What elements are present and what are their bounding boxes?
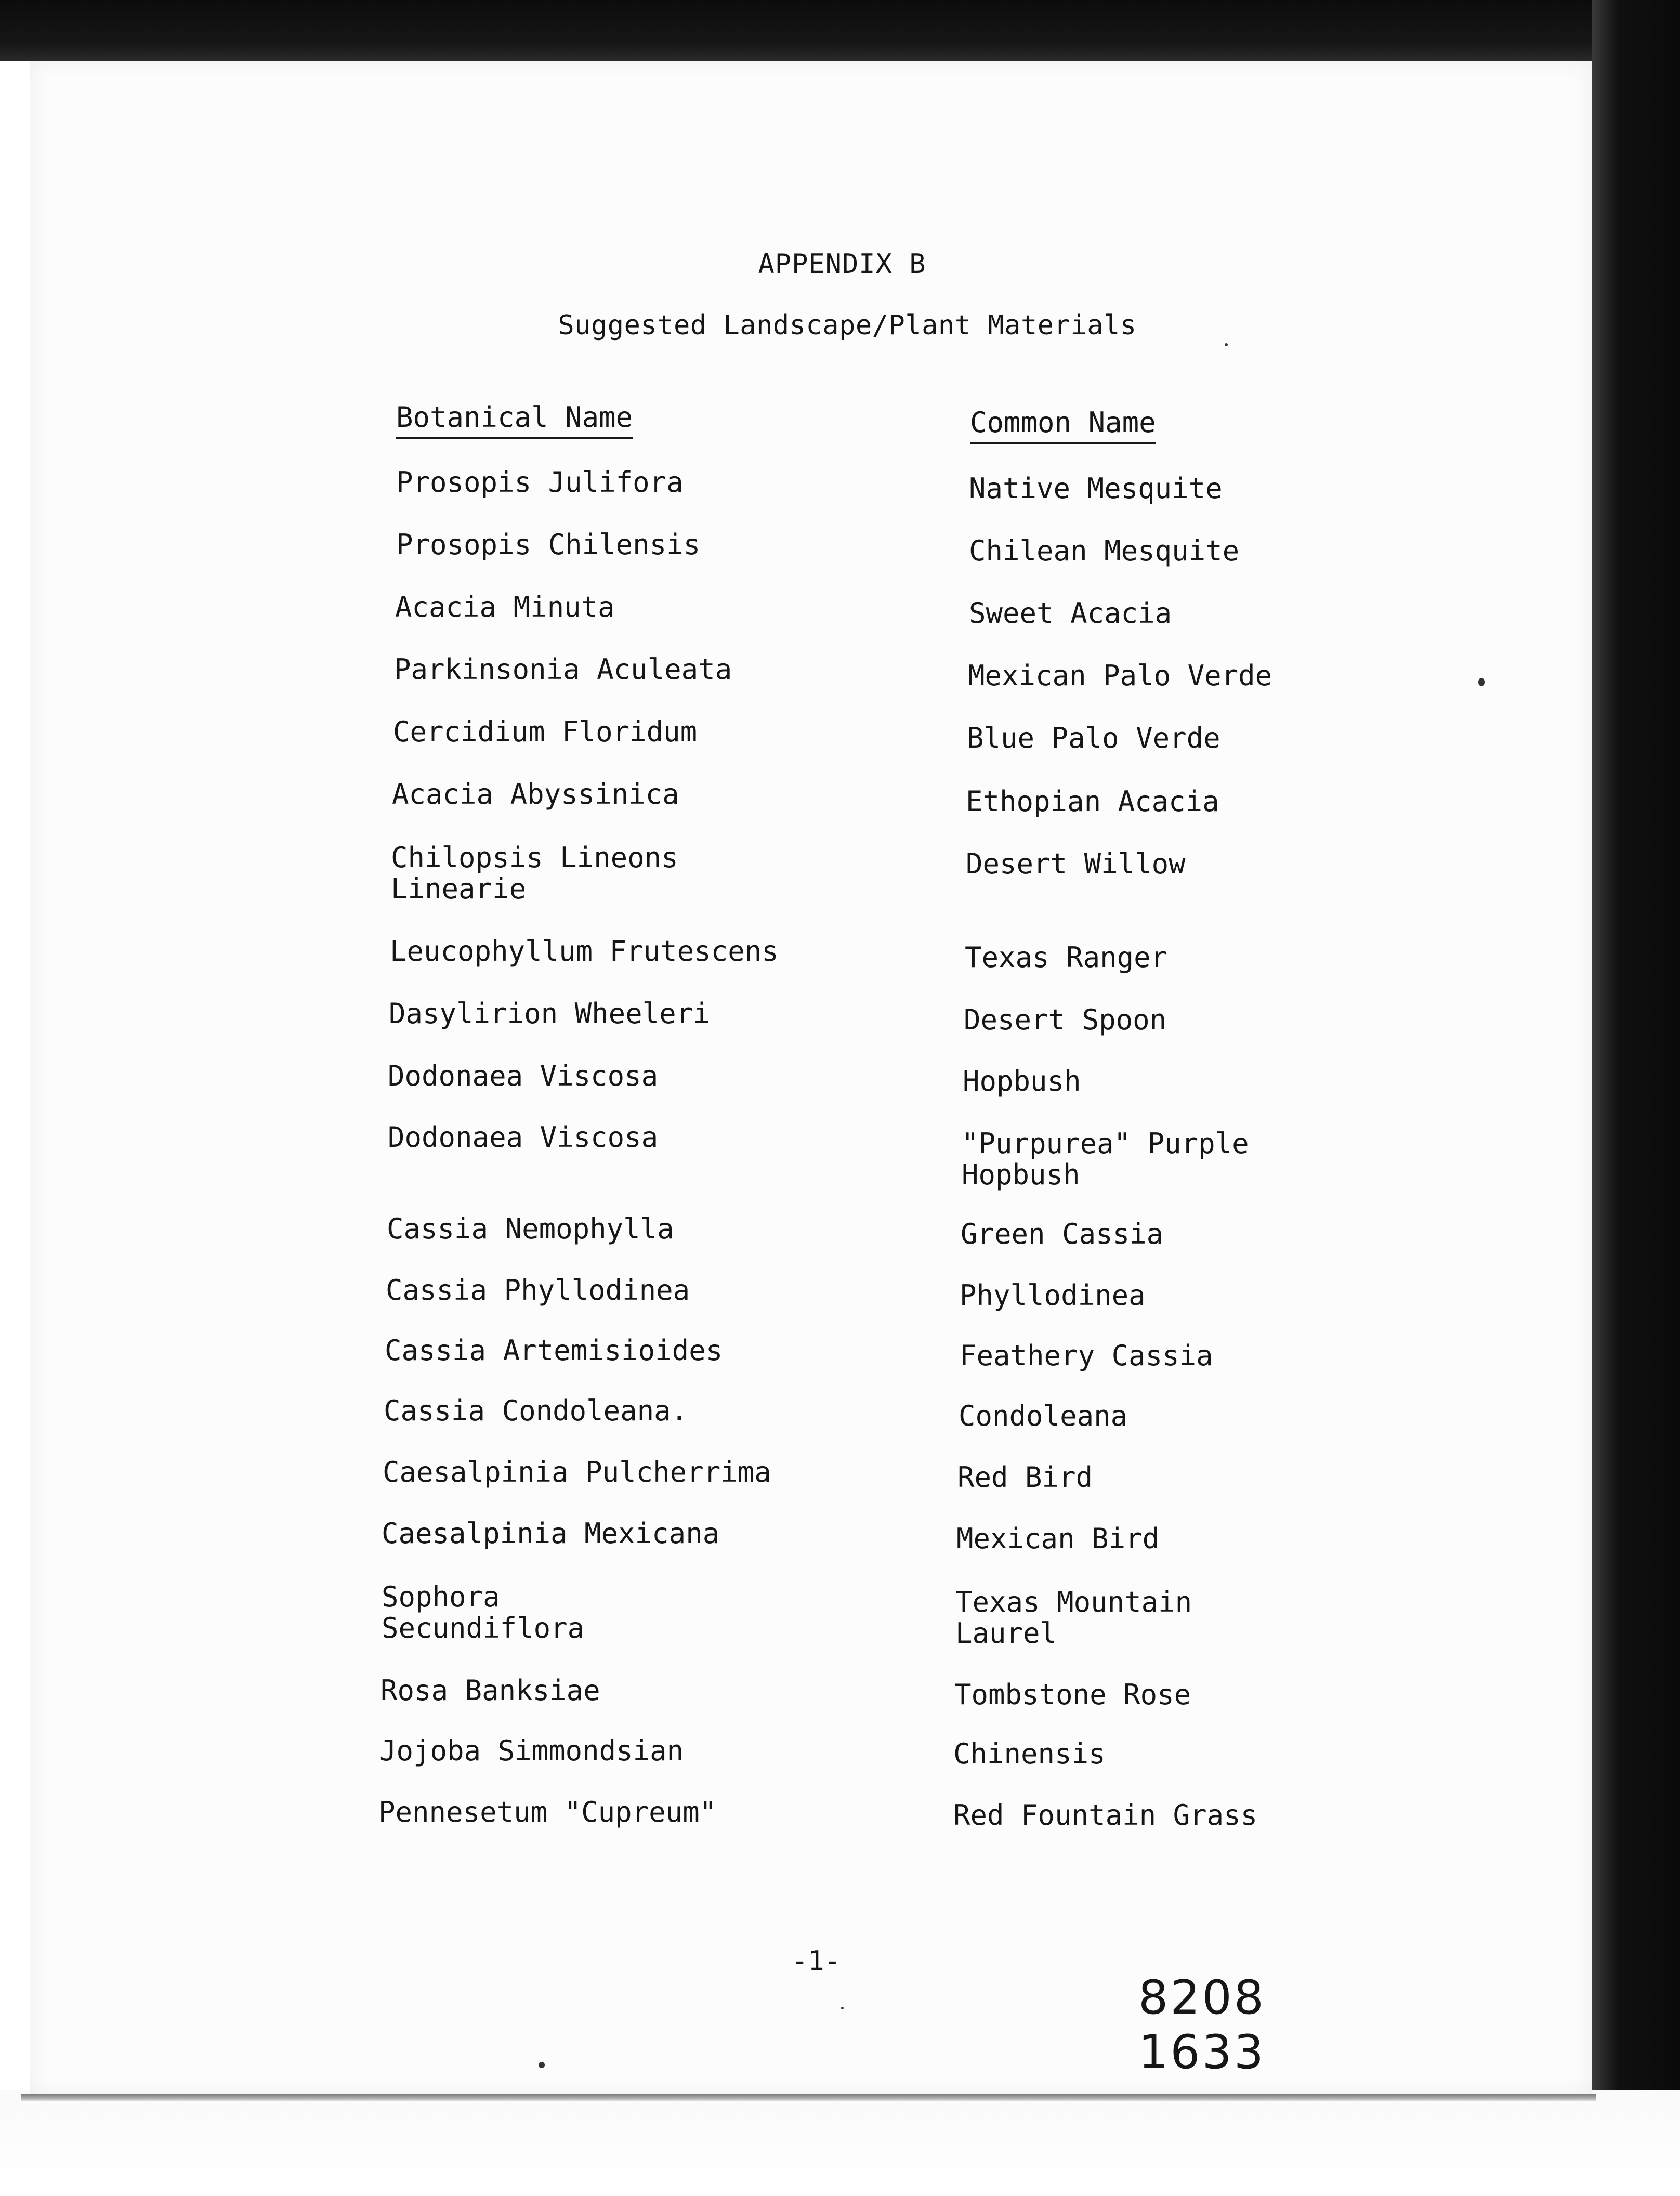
botanical-name: Acacia Minuta bbox=[395, 591, 615, 623]
common-name: Chilean Mesquite bbox=[969, 534, 1240, 567]
botanical-name: Sophora Secundiflora bbox=[382, 1580, 585, 1644]
botanical-name: Cassia Phyllodinea bbox=[386, 1274, 690, 1306]
botanical-name: Caesalpinia Pulcherrima bbox=[383, 1456, 771, 1488]
common-name: Tombstone Rose bbox=[954, 1678, 1191, 1711]
common-name: Red Bird bbox=[957, 1461, 1093, 1494]
common-name: Feathery Cassia bbox=[960, 1339, 1213, 1372]
botanical-name: Cassia Nemophylla bbox=[387, 1212, 674, 1245]
common-name: Mexican Bird bbox=[956, 1522, 1160, 1555]
common-name: Mexican Palo Verde bbox=[968, 659, 1272, 692]
botanical-name: Rosa Banksiae bbox=[380, 1674, 600, 1707]
botanical-name: Jojoba Simmondsian bbox=[379, 1734, 684, 1767]
botanical-name: Dodonaea Viscosa bbox=[388, 1060, 659, 1092]
botanical-name: Prosopis Chilensis bbox=[396, 528, 701, 561]
botanical-name: Cercidium Floridum bbox=[393, 715, 698, 748]
botanical-name: Leucophyllum Frutescens bbox=[390, 935, 779, 968]
document-id-stamp: 8208 1633 bbox=[1138, 1970, 1266, 2080]
botanical-name: Chilopsis Lineons Linearie bbox=[391, 841, 678, 905]
scan-speck bbox=[1478, 678, 1485, 686]
common-name: Chinensis bbox=[953, 1737, 1106, 1770]
botanical-name: Dasylirion Wheeleri bbox=[389, 997, 710, 1030]
page-bottom-edge bbox=[21, 2094, 1596, 2101]
common-name: Texas Mountain Laurel bbox=[955, 1586, 1192, 1650]
common-name: Hopbush bbox=[963, 1065, 1081, 1097]
common-name: Ethopian Acacia bbox=[966, 785, 1219, 818]
common-name: Texas Ranger bbox=[965, 941, 1168, 974]
botanical-name-header: Botanical Name bbox=[396, 401, 633, 439]
document-subtitle: Suggested Landscape/Plant Materials bbox=[558, 310, 1137, 341]
common-name: Sweet Acacia bbox=[969, 597, 1172, 630]
common-name: Condoleana bbox=[959, 1400, 1128, 1432]
page-number: -1- bbox=[792, 1945, 841, 1977]
botanical-name: Prosopis Julifora bbox=[396, 466, 684, 499]
botanical-name: Dodonaea Viscosa bbox=[388, 1121, 659, 1154]
botanical-name: Caesalpinia Mexicana bbox=[382, 1517, 720, 1550]
scan-border-bottom bbox=[0, 2090, 1680, 2196]
common-name-header: Common Name bbox=[970, 407, 1156, 444]
common-name: Native Mesquite bbox=[969, 472, 1223, 505]
botanical-name: Parkinsonia Aculeata bbox=[394, 653, 732, 686]
scan-border-right bbox=[1592, 0, 1680, 2196]
botanical-name: Cassia Condoleana. bbox=[384, 1394, 688, 1427]
common-name: Red Fountain Grass bbox=[953, 1799, 1258, 1832]
botanical-name: Pennesetum "Cupreum" bbox=[378, 1796, 717, 1828]
common-name: Green Cassia bbox=[961, 1218, 1164, 1250]
common-name: Desert Willow bbox=[966, 847, 1186, 880]
scan-border-top bbox=[0, 0, 1680, 61]
botanical-name: Acacia Abyssinica bbox=[392, 778, 679, 811]
common-name: Phyllodinea bbox=[960, 1279, 1146, 1312]
common-name: "Purpurea" Purple Hopbush bbox=[962, 1127, 1249, 1191]
scan-speck bbox=[841, 2007, 844, 2009]
appendix-heading: APPENDIX B bbox=[758, 249, 926, 280]
scan-speck bbox=[1225, 343, 1228, 346]
botanical-name: Cassia Artemisioides bbox=[385, 1334, 723, 1367]
common-name: Blue Palo Verde bbox=[967, 722, 1220, 754]
scan-speck bbox=[539, 2062, 545, 2068]
common-name: Desert Spoon bbox=[964, 1003, 1167, 1036]
